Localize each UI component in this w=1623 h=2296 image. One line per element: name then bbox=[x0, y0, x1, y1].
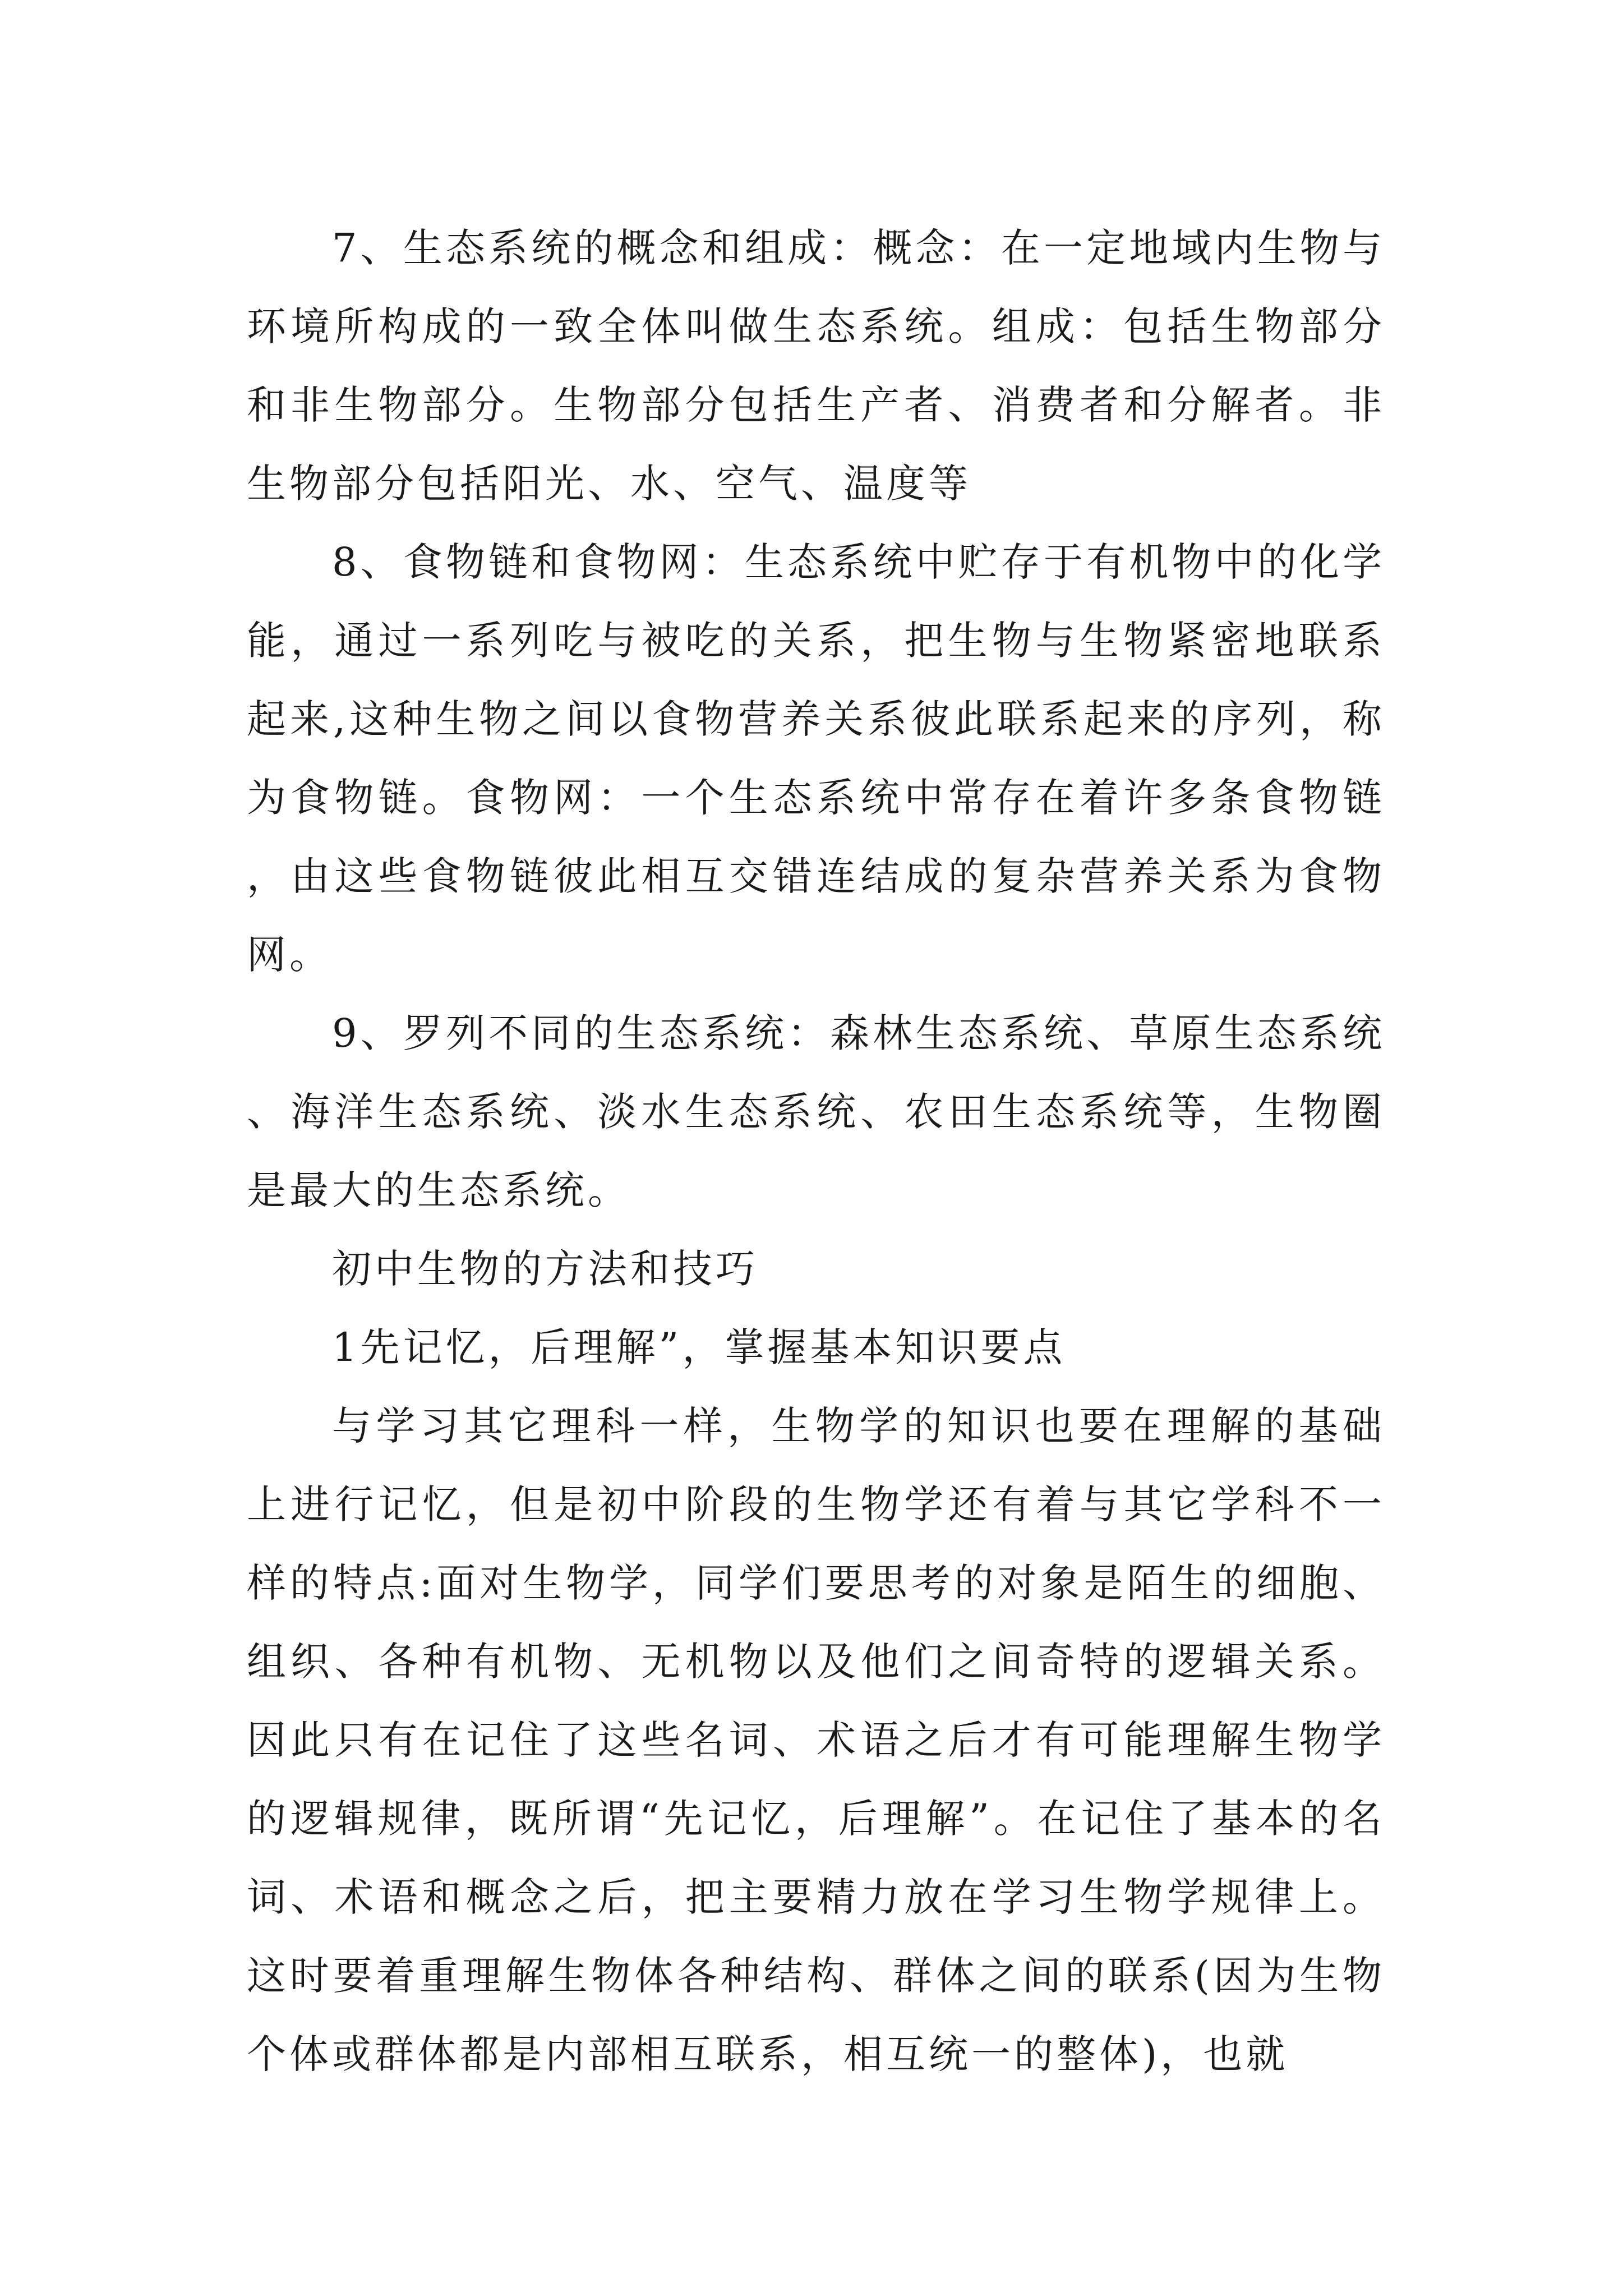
paragraph-ecosystem-types: 9、罗列不同的生态系统：森林生态系统、草原生态系统、海洋生态系统、淡水生态系统、农田生态系统等，生物圈是最大的生态系统。 bbox=[247, 1010, 1385, 1213]
paragraph-ecosystem-concept: 7、生态系统的概念和组成：概念：在一定地域内生物与环境所构成的一致全体叫做生态系统。组成：包括生物部分和非生物部分。生物部分包括生产者、消费者和分解者。非生物部分包括阳光、水、空气、温度等 bbox=[247, 225, 1385, 507]
document-body bbox=[247, 209, 1385, 2093]
subheading-memorize-first: 1先记忆，后理解”，掌握基本知识要点 bbox=[332, 1324, 1066, 1370]
section-heading-methods: 初中生物的方法和技巧 bbox=[332, 1246, 758, 1292]
paragraph-food-chain-web: 8、食物链和食物网：生态系统中贮存于有机物中的化学能，通过一系列吃与被吃的关系，把生物与生物紧密地联系起来,这种生物之间以食物营养关系彼此联系起来的序列，称为食物链。食物网：一个生态系统中常存在着许多条食物链，由这些食物链彼此相互交错连结成的复杂营养关系为食物网。 bbox=[247, 539, 1385, 978]
paragraph-learning-advice: 与学习其它理科一样，生物学的知识也要在理解的基础上进行记忆，但是初中阶段的生物学还有着与其它学科不一样的特点:面对生物学，同学们要思考的对象是陌生的细胞、组织、各种有机物、无机物以及他们之间奇特的逻辑关系。因此只有在记住了这些名词、术语之后才有可能理解生物学的逻辑规律，既所谓“先记忆，后理解”。在记住了基本的名词、术语和概念之后，把主要精力放在学习生物学规律上。这时要着重理解生物体各种结构、群体之间的联系(因为生物个体或群体都是内部相互联系，相互统一的整体)，也就 bbox=[247, 1403, 1385, 2077]
